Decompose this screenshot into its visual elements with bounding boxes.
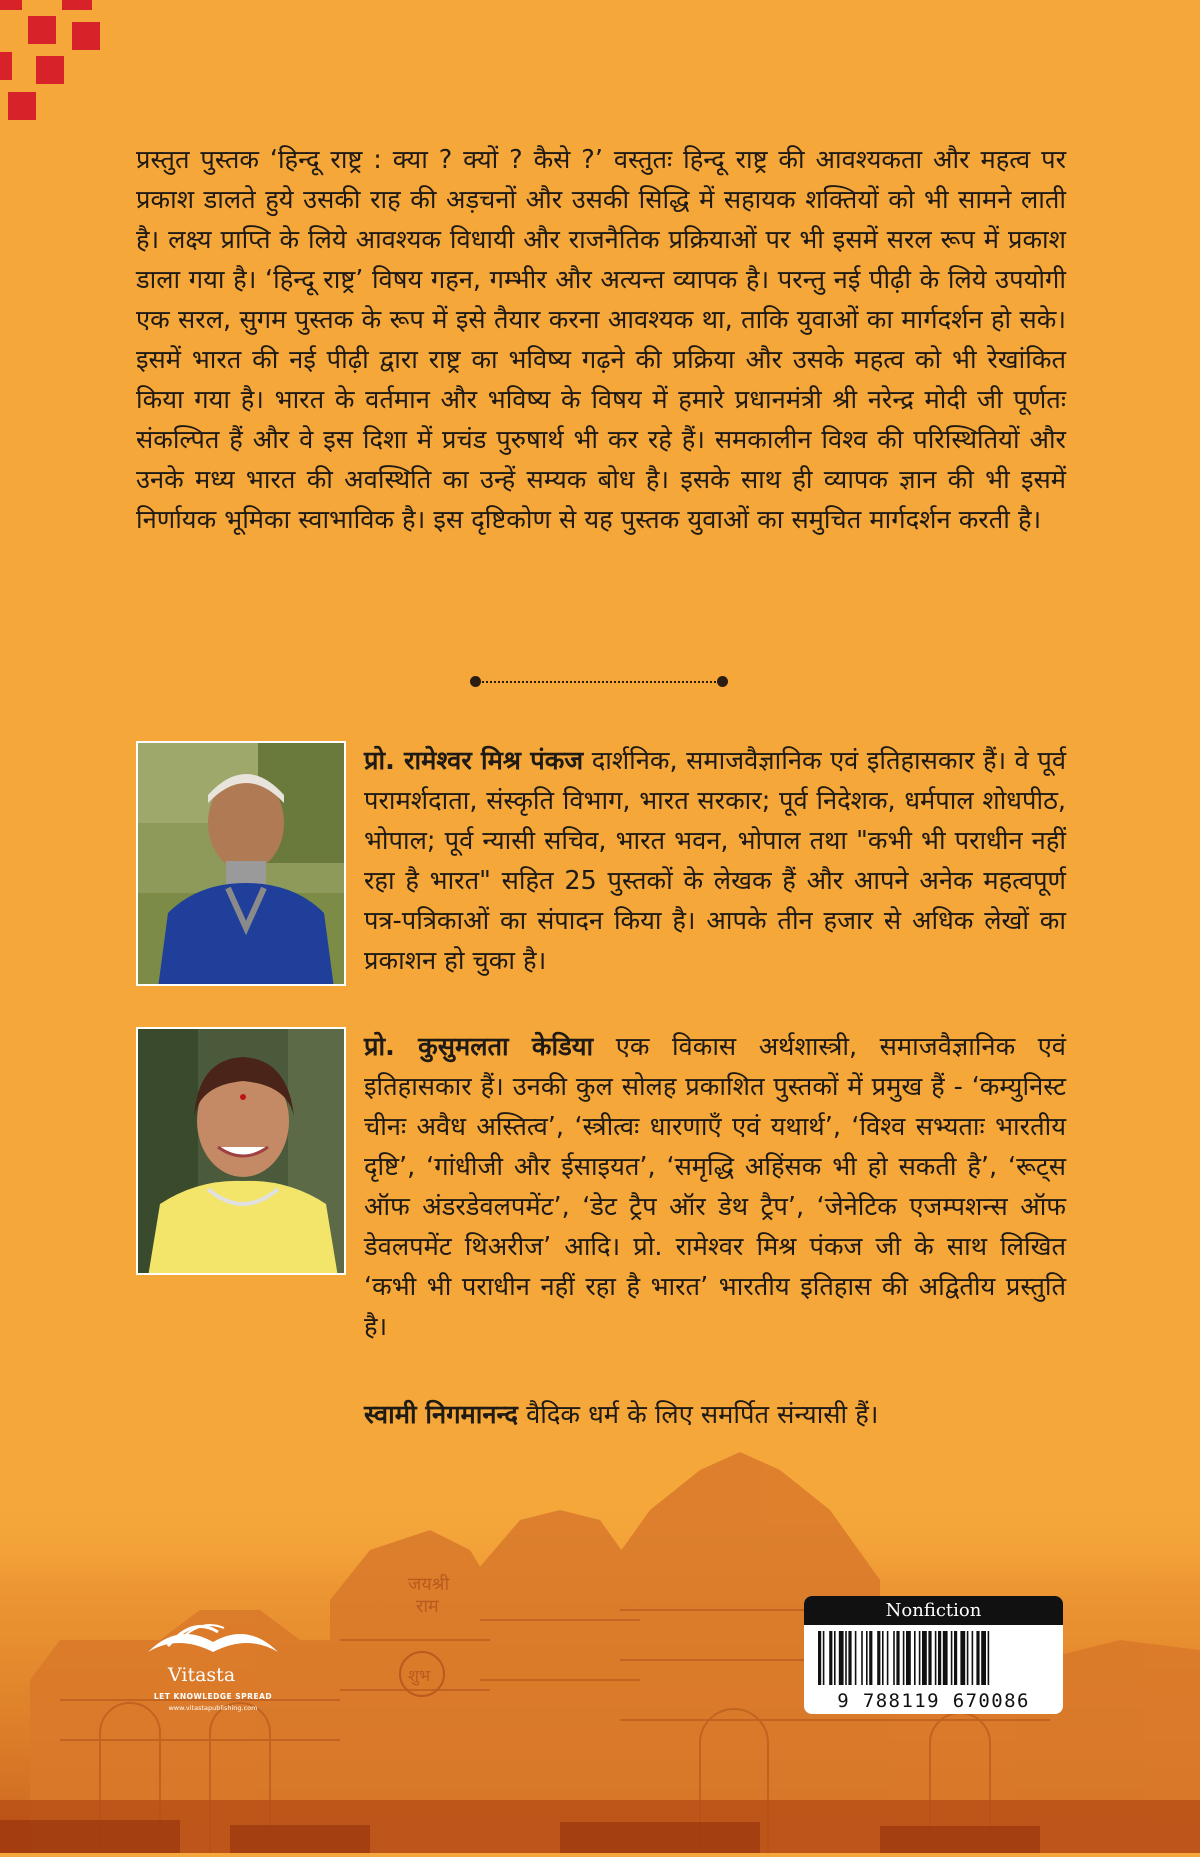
author-bio-2	[364, 1027, 1066, 1347]
author-name-2: प्रो. कुसुमलता केडिया	[364, 1032, 594, 1062]
swami-note	[364, 1395, 878, 1435]
author-bio-text-2: एक विकास अर्थशास्त्री, समाजवैज्ञानिक एवं इतिहासकार हैं। उनकी कुल सोलह प्रकाशित पुस्तकों में प्रमुख हैं - ‘कम्युनिस्ट चीनः अवैध अस्तित्व’, ‘स्त्रीत्वः धारणाएँ एवं यथार्थ’, ‘विश्व सभ्यताः भारतीय दृष्टि’, ‘गांधीजी और ईसाइयत’, ‘समृद्धि अहिंसक भी हो सकती है’, ‘रूट्स ऑफ अंडरडेवलपमेंट’, ‘डेट ट्रैप ऑर डेथ ट्रैप’, ‘जेनेटिक एजम्पशन्स ऑफ डेवलपमेंट थिअरीज’ आदि। प्रो. रामेश्वर मिश्र पंकज जी के साथ लिखित ‘कभी भी पराधीन नहीं रहा है भारत’ भारतीय इतिहास की अद्वितीय प्रस्तुति है।	[364, 1032, 1066, 1342]
publisher-logo	[138, 1612, 288, 1722]
section-divider	[470, 672, 728, 692]
swami-name: स्वामी निगमानन्द	[364, 1400, 518, 1430]
book-wings-icon	[138, 1612, 288, 1664]
author-name-1: प्रो. रामेश्वर मिश्र पंकज	[364, 746, 584, 776]
author-photo-2	[136, 1027, 346, 1275]
barcode-panel	[804, 1596, 1063, 1714]
temple-badge: शुभ	[408, 1666, 431, 1685]
author-bio-text-1: दार्शनिक, समाजवैज्ञानिक एवं इतिहासकार हैं। वे पूर्व परामर्शदाता, संस्कृति विभाग, भारत सरकार; पूर्व निदेशक, धर्मपाल शोधपीठ, भोपाल; पूर्व न्यासी सचिव, भारत भवन, भोपाल तथा "कभी भी पराधीन नहीं रहा है भारत" सहित 25 पुस्तकों के लेखक हैं और आपने अनेक महत्वपूर्ण पत्र-पत्रिकाओं का संपादन किया है। आपके तीन हजार से अधिक लेखों का प्रकाशन हो चुका है।	[364, 746, 1067, 976]
author-photo-1	[136, 741, 346, 986]
publisher-name: Vitasta	[168, 1664, 236, 1686]
corner-decoration	[0, 0, 120, 140]
temple-text-line1: जयश्री	[408, 1574, 450, 1595]
book-blurb: प्रस्तुत पुस्तक ‘हिन्दू राष्ट्र : क्या ? क्यों ? कैसे ?’ वस्तुतः हिन्दू राष्ट्र की आवश्यकता और महत्व पर प्रकाश डालते हुये उसकी राह की अड़चनों और उसकी सिद्धि में सहायक शक्तियों को भी सामने लाती है। लक्ष्य प्राप्ति के लिये आवश्यक विधायी और राजनैतिक प्रक्रियाओं पर भी इसमें सरल रूप में प्रकाश डाला गया है। ‘हिन्दू राष्ट्र’ विषय गहन, गम्भीर और अत्यन्त व्यापक है। परन्तु नई पीढ़ी के लिये उपयोगी एक सरल, सुगम पुस्तक के रूप में इसे तैयार करना आवश्यक था, ताकि युवाओं का मार्गदर्शन हो सके। इसमें भारत की नई पीढ़ी द्वारा राष्ट्र का भविष्य गढ़ने की प्रक्रिया और उसके महत्व को भी रेखांकित किया गया है। भारत के वर्तमान और भविष्य के विषय में हमारे प्रधानमंत्री श्री नरेन्द्र मोदी जी पूर्णतः संकल्पित हैं और वे इस दिशा में प्रचंड पुरुषार्थ भी कर रहे हैं। समकालीन विश्व की परिस्थितियों और उनके मध्य भारत की अवस्थिति का उन्हें सम्यक बोध है। इसके साथ ही व्यापक ज्ञान की भी इसमें निर्णायक भूमिका स्वाभाविक है। इस दृष्टिकोण से यह पुस्तक युवाओं का समुचित मार्गदर्शन करती है।	[136, 145, 1066, 535]
publisher-tagline: LET KNOWLEDGE SPREAD	[153, 1692, 273, 1701]
category-label: Nonfiction	[804, 1596, 1063, 1625]
author-bio-1	[364, 741, 1066, 981]
isbn-number: 9 788119 670086	[837, 1690, 1030, 1712]
publisher-url: www.vitastapublishing.com	[168, 1704, 258, 1712]
swami-bio: वैदिक धर्म के लिए समर्पित संन्यासी हैं।	[517, 1400, 879, 1430]
temple-text-line2: राम	[416, 1596, 439, 1617]
barcode-icon	[804, 1625, 1063, 1687]
